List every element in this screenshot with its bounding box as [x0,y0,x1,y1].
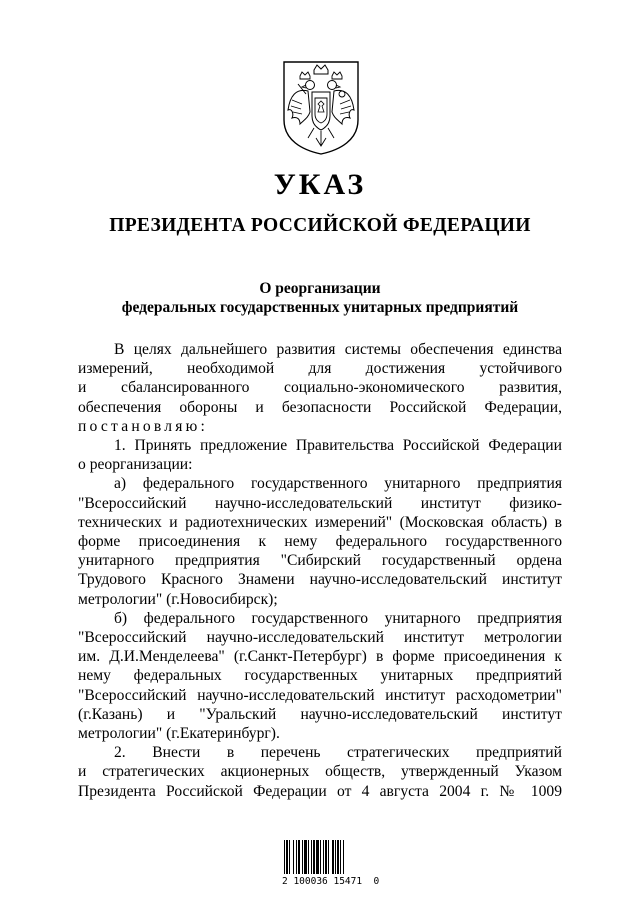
body-line: Президента Российской Федерации от 4 августа 2004 г. № 1009 [78,782,562,800]
heading-line-2: федеральных государственных унитарных предприятий [121,299,519,316]
document-subtitle: ПРЕЗИДЕНТА РОССИЙСКОЙ ФЕДЕРАЦИИ [109,215,531,236]
document-heading [0,279,640,317]
body-line: метрологии" (г.Екатеринбург). [78,725,280,743]
body-line: В целях дальнейшего развития системы обеспечения единства [114,341,562,358]
body-line: обеспечения обороны и безопасности Российской Федерации, [78,398,562,416]
body-line: 1. Принять предложение Правительства Российской Федерации [114,437,562,455]
document-title: УКАЗ [273,168,367,201]
document-body [78,340,562,801]
body-line: и сбалансированного социально-экономического развития, [78,379,562,397]
body-line: б) федерального государственного унитарного предприятия [114,609,562,627]
body-line: унитарного предприятия "Сибирский государственный ордена [78,552,562,570]
body-line: (г.Казань) и "Уральский научно-исследовательский институт [78,705,562,723]
body-line: и стратегических акционерных обществ, утвержденный Указом [78,763,562,781]
body-line: нему федеральных государственных унитарных предприятий [78,667,562,685]
russian-coat-of-arms-icon [278,58,364,156]
body-line: "Всероссийский научно-исследовательский институт метрологии [78,629,562,647]
barcode-number: 2 100036 15471 0 [282,876,380,887]
body-line: Трудового Красного Знамени научно-исследовательский институт [78,571,562,589]
body-line: 2. Внести в перечень стратегических предприятий [114,744,562,762]
body-line: "Всероссийский научно-исследовательский институт физико- [78,494,562,512]
heading-line-1: О реорганизации [259,280,381,297]
body-line: а) федерального государственного унитарного предприятия [114,475,562,493]
body-line: постановляю: [78,417,209,435]
body-line: о реорганизации: [78,456,193,474]
barcode-icon [282,840,374,878]
body-line: им. Д.И.Менделеева" (г.Санкт-Петербург) в форме присоединения к [78,648,562,666]
body-line: форме присоединения к нему федерального государственного [78,533,562,551]
body-line: технических и радиотехнических измерений" (Московская область) в [78,513,562,531]
body-line: измерений, необходимой для достижения устойчивого [78,360,562,378]
body-line: метрологии" (г.Новосибирск); [78,590,278,608]
body-line: "Всероссийский научно-исследовательский институт расходометрии" [78,686,562,704]
